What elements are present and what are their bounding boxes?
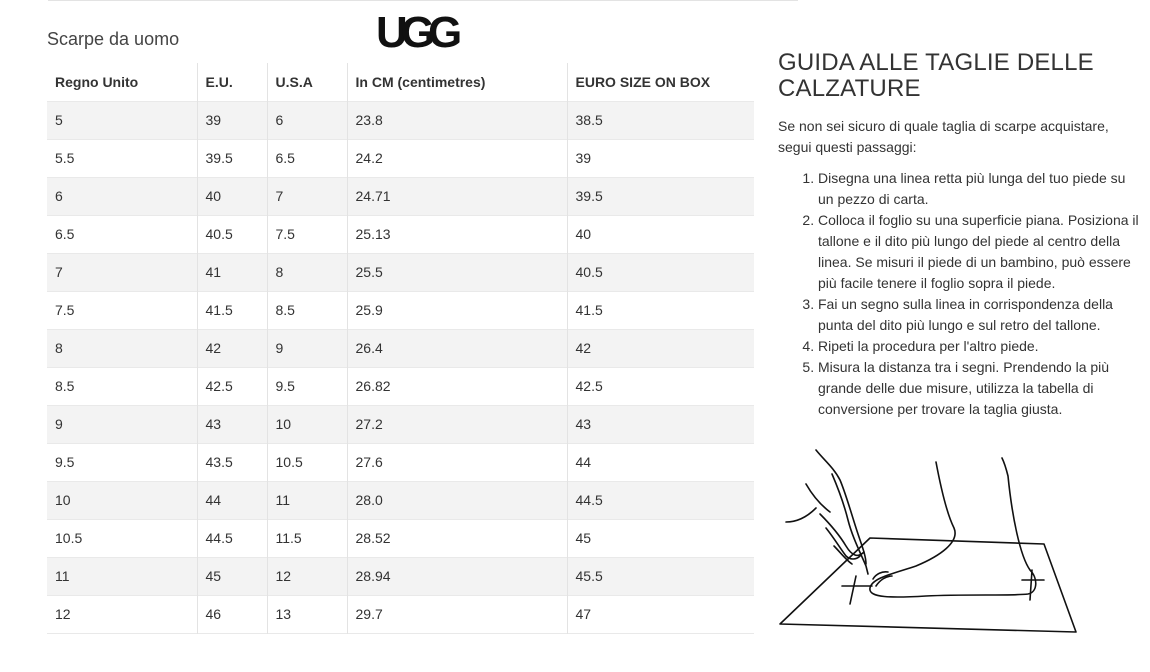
- table-cell: 24.71: [347, 177, 567, 215]
- table-row: [47, 101, 754, 139]
- table-cell: 40: [197, 177, 267, 215]
- table-cell: 24.2: [347, 139, 567, 177]
- table-cell: 28.52: [347, 519, 567, 557]
- table-cell: 46: [197, 595, 267, 633]
- table-cell: 10: [47, 481, 197, 519]
- table-cell: 6.5: [267, 139, 347, 177]
- table-cell: 40.5: [567, 253, 754, 291]
- table-cell: 45: [567, 519, 754, 557]
- table-cell: 6.5: [55, 226, 75, 242]
- table-cell: 45: [197, 557, 267, 595]
- ugg-logo: [374, 4, 474, 56]
- table-cell: 44.5: [567, 481, 754, 519]
- table-cell: 45.5: [567, 557, 754, 595]
- guide-intro: Se non sei sicuro di quale taglia di scarpe acquistare, segui questi passaggi:: [778, 118, 1109, 155]
- guide-step: 1. Disegna una linea retta più lunga del tuo piede su un pezzo di carta.: [818, 168, 1143, 210]
- table-row: [47, 291, 754, 329]
- guide-step: 3. Fai un segno sulla linea in corrispondenza della punta del dito più lungo e sul retro del tallone.: [818, 294, 1143, 336]
- table-cell: 12: [55, 606, 71, 622]
- guide-step: 4. Ripeti la procedura per l'altro piede.: [818, 336, 1143, 357]
- table-cell: 41.5: [567, 291, 754, 329]
- table-cell: 11: [47, 557, 197, 595]
- table-cell: 44: [197, 481, 267, 519]
- table-cell: 25.5: [347, 253, 567, 291]
- table-header-row: [47, 63, 754, 101]
- table-row: [47, 215, 754, 253]
- table-cell: 39.5: [567, 177, 754, 215]
- table-row: [47, 177, 754, 215]
- size-guide: [778, 50, 1143, 420]
- table-cell: 43: [197, 405, 267, 443]
- table-row: [47, 481, 754, 519]
- table-cell: 5: [47, 101, 197, 139]
- table-cell: 7: [47, 253, 197, 291]
- table-cell: 13: [267, 595, 347, 633]
- table-cell: 47: [567, 595, 754, 633]
- table-cell: 6: [267, 101, 347, 139]
- table-cell: 11.5: [267, 519, 347, 557]
- table-row: [47, 557, 754, 595]
- header-eu: E.U.: [197, 63, 267, 101]
- table-cell: 43.5: [197, 443, 267, 481]
- table-cell: 26.4: [347, 329, 567, 367]
- table-row: [47, 367, 754, 405]
- table-cell: 26.82: [347, 367, 567, 405]
- table-row: [47, 519, 754, 557]
- table-cell: 23.8: [347, 101, 567, 139]
- table-cell: 27.6: [347, 443, 567, 481]
- table-cell: 43: [567, 405, 754, 443]
- guide-title: GUIDA ALLE TAGLIE DELLE CALZATURE: [778, 49, 1094, 102]
- table-cell: 8.5: [55, 378, 75, 394]
- table-cell: 42.5: [197, 367, 267, 405]
- table-cell: 38.5: [567, 101, 754, 139]
- section-title: Scarpe da uomo: [47, 29, 180, 49]
- top-divider: [48, 0, 798, 1]
- table-cell: 8: [47, 329, 197, 367]
- table-cell: 7: [267, 177, 347, 215]
- table-cell: 8.5: [267, 291, 347, 329]
- header-euro-box: EURO SIZE ON BOX: [567, 63, 754, 101]
- table-cell: 44.5: [197, 519, 267, 557]
- header-cm: In CM (centimetres): [347, 63, 567, 101]
- table-cell: 8: [267, 253, 347, 291]
- table-row: [47, 595, 754, 633]
- size-table: [47, 63, 754, 634]
- table-cell: 5.5: [55, 150, 75, 166]
- table-row: [47, 443, 754, 481]
- table-cell: 42: [567, 329, 754, 367]
- table-cell: 7.5: [267, 215, 347, 253]
- logo-text: UGG: [376, 8, 456, 56]
- table-cell: 10: [267, 405, 347, 443]
- foot-measuring-illustration: [776, 446, 1086, 640]
- guide-step: 5. Misura la distanza tra i segni. Prendendo la più grande delle due misure, utilizza la tabella di conversione per trovare la taglia giusta.: [818, 357, 1143, 420]
- guide-steps: [778, 168, 1143, 420]
- table-cell: 28.0: [347, 481, 567, 519]
- table-cell: 27.2: [347, 405, 567, 443]
- table-row: [47, 253, 754, 291]
- table-cell: 10.5: [267, 443, 347, 481]
- table-cell: 28.94: [347, 557, 567, 595]
- table-cell: 11: [267, 481, 347, 519]
- table-cell: 41.5: [197, 291, 267, 329]
- table-cell: 7.5: [55, 302, 75, 318]
- table-cell: 42: [197, 329, 267, 367]
- table-cell: 29.7: [347, 595, 567, 633]
- table-cell: 12: [267, 557, 347, 595]
- table-cell: 40.5: [197, 215, 267, 253]
- table-body: [47, 101, 754, 633]
- table-cell: 10.5: [55, 530, 83, 546]
- table-cell: 39: [567, 139, 754, 177]
- header-usa: U.S.A: [267, 63, 347, 101]
- header-uk: Regno Unito: [55, 73, 139, 90]
- table-cell: 44: [567, 443, 754, 481]
- table-row: [47, 329, 754, 367]
- table-cell: 9: [267, 329, 347, 367]
- table-cell: 6: [47, 177, 197, 215]
- table-cell: 9: [47, 405, 197, 443]
- table-cell: 9.5: [55, 454, 75, 470]
- table-cell: 9.5: [267, 367, 347, 405]
- table-cell: 41: [197, 253, 267, 291]
- table-cell: 42.5: [567, 367, 754, 405]
- table-cell: 39: [197, 101, 267, 139]
- table-cell: 39.5: [197, 139, 267, 177]
- guide-step: 2. Colloca il foglio su una superficie piana. Posiziona il tallone e il dito più lungo del piede al centro della linea. Se misuri il piede di un bambino, può essere più facile tenere il foglio sopra il piede.: [818, 210, 1143, 294]
- table-cell: 40: [567, 215, 754, 253]
- table-cell: 25.13: [347, 215, 567, 253]
- table-cell: 25.9: [347, 291, 567, 329]
- table-row: [47, 139, 754, 177]
- table-row: [47, 405, 754, 443]
